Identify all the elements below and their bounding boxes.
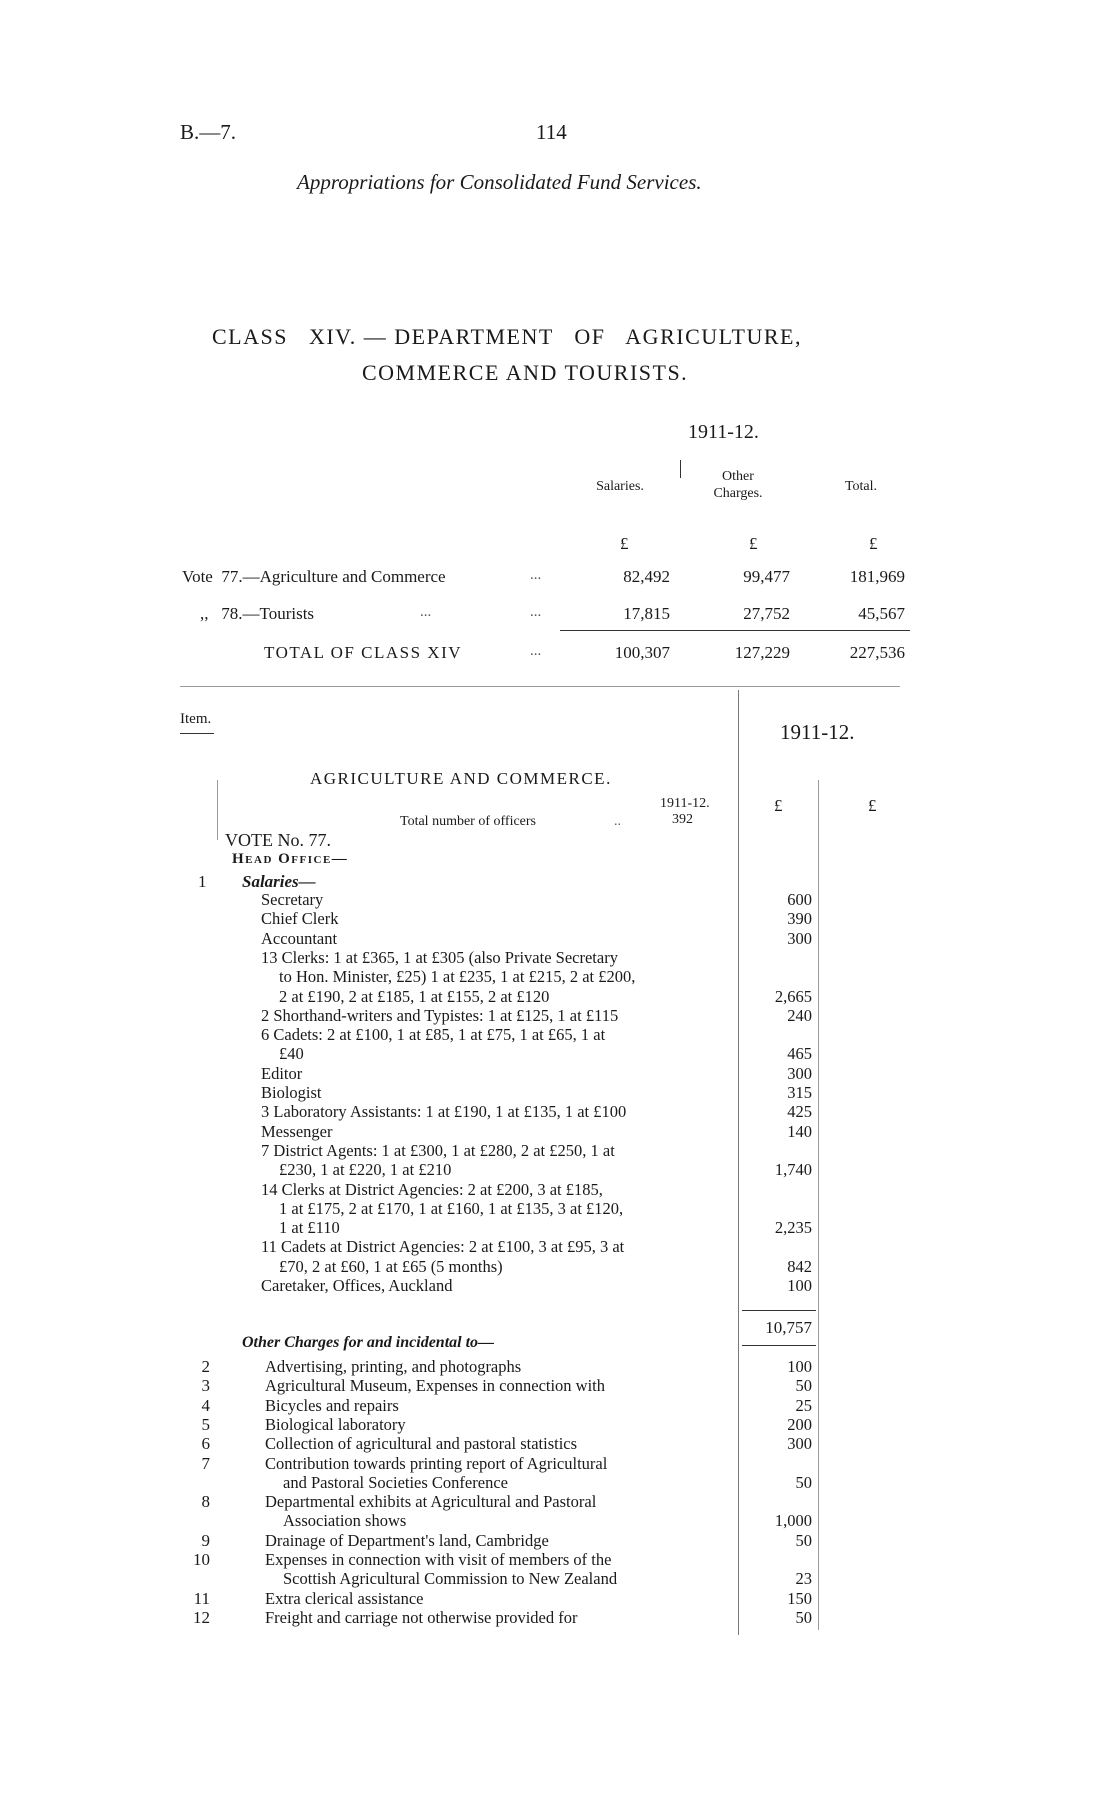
item-description: Messenger <box>261 1121 333 1141</box>
item-number: 3 <box>201 1376 210 1396</box>
summary-currency-total: £ <box>869 534 878 553</box>
item-description: 2 Shorthand-writers and Typistes: 1 at £125, 1 at £115 <box>261 1005 619 1025</box>
item-amount: 842 <box>787 1256 812 1276</box>
item-description: to Hon. Minister, £25) 1 at £235, 1 at £215, 2 at £200, <box>279 967 636 987</box>
officers-label: Total number of officers <box>400 814 536 829</box>
summary-col-total: Total. <box>844 479 878 494</box>
item-description: Drainage of Department's land, Cambridge <box>265 1530 549 1550</box>
item-description: Extra clerical assistance <box>265 1588 424 1608</box>
item-description: Bicycles and repairs <box>265 1395 399 1415</box>
summary-row-label: Vote 77.—Agriculture and Commerce <box>182 567 446 586</box>
item-amount: 50 <box>795 1530 812 1550</box>
item-amount: 425 <box>787 1102 812 1122</box>
item-amount: 240 <box>787 1005 812 1025</box>
item-amount: 600 <box>787 890 812 909</box>
summary-row-salaries: 17,815 <box>623 604 670 623</box>
item-amount: 1,000 <box>774 1511 812 1531</box>
item-number: 8 <box>201 1492 210 1512</box>
item-description: 11 Cadets at District Agencies: 2 at £100, 3 at £95, 3 at <box>261 1237 625 1257</box>
item-description: 1 at £110 <box>279 1218 340 1238</box>
item-description: Editor <box>261 1063 303 1083</box>
summary-currency-other: £ <box>749 534 758 553</box>
item-amount: 50 <box>795 1376 812 1396</box>
item-amount: 25 <box>795 1395 812 1415</box>
salaries-label: Salaries— <box>242 872 316 891</box>
item-amount: 200 <box>787 1414 812 1434</box>
summary-row-label: ,, 78.—Tourists <box>200 604 315 623</box>
item-amount: 50 <box>795 1607 812 1627</box>
item-number: 12 <box>193 1607 210 1627</box>
item-description: Freight and carriage not otherwise provided for <box>265 1607 578 1627</box>
item-description: Collection of agricultural and pastoral statistics <box>265 1434 578 1454</box>
summary-total-salaries: 100,307 <box>614 643 670 662</box>
item-description: Expenses in connection with visit of members of the <box>265 1550 612 1569</box>
detail-currency-col1: £ <box>774 796 783 815</box>
summary-col-other-charges: Other Charges. <box>713 469 763 501</box>
item-amount: 1,740 <box>774 1160 812 1180</box>
item-amount: 50 <box>795 1472 812 1492</box>
item-description: 7 District Agents: 1 at £300, 1 at £280, 2 at £250, 1 at <box>261 1140 615 1160</box>
item-number: 10 <box>193 1550 210 1569</box>
item-amount: 300 <box>787 1434 812 1454</box>
item-number: 4 <box>201 1395 210 1415</box>
item-amount: 100 <box>787 1357 812 1376</box>
page-subtitle: Appropriations for Consolidated Fund Services. <box>297 170 702 194</box>
section-title: AGRICULTURE AND COMMERCE. <box>310 769 612 788</box>
item-number: 9 <box>201 1530 210 1550</box>
item-description: Departmental exhibits at Agricultural and Pastoral <box>265 1492 597 1512</box>
summary-col-salaries: Salaries. <box>596 479 644 494</box>
summary-total-label: TOTAL OF CLASS XIV <box>264 643 463 662</box>
head-office-label: Head Office— <box>232 851 349 867</box>
summary-total-total: 227,536 <box>849 643 905 662</box>
item-description: 6 Cadets: 2 at £100, 1 at £85, 1 at £75, 1 at £65, 1 at <box>261 1025 606 1045</box>
item-description: Biologist <box>261 1083 322 1102</box>
item-number: 5 <box>201 1414 210 1434</box>
summary-row-other: 99,477 <box>743 567 790 586</box>
item-amount: 300 <box>787 1063 812 1083</box>
salaries-total: 10,757 <box>765 1318 812 1337</box>
item-amount: 150 <box>787 1588 812 1608</box>
item-description: Association shows <box>283 1511 407 1531</box>
item-number: 6 <box>201 1434 210 1454</box>
detail-year-header: 1911-12. <box>780 720 855 744</box>
summary-total-other: 127,229 <box>734 643 790 662</box>
other-charges-label: Other Charges for and incidental to— <box>242 1334 495 1351</box>
officers-year: 1911-12. <box>660 796 710 811</box>
summary-row-total: 181,969 <box>849 567 905 586</box>
summary-currency-salaries: £ <box>620 534 629 553</box>
item-amount: 315 <box>787 1083 812 1102</box>
item-description: Chief Clerk <box>261 909 339 929</box>
item-description: Contribution towards printing report of Agricultural <box>265 1453 608 1473</box>
item-description: 3 Laboratory Assistants: 1 at £190, 1 at £135, 1 at £100 <box>261 1102 627 1122</box>
item-amount: 465 <box>787 1044 812 1064</box>
item-column-header: Item. <box>180 711 212 727</box>
item-description: 1 at £175, 2 at £170, 1 at £160, 1 at £135, 3 at £120, <box>279 1198 624 1218</box>
item-description: Biological laboratory <box>265 1414 406 1434</box>
item-description: 14 Clerks at District Agencies: 2 at £200, 3 at £185, <box>261 1179 603 1199</box>
item-description: 2 at £190, 2 at £185, 1 at £155, 2 at £120 <box>279 986 550 1006</box>
item-amount: 300 <box>787 928 812 948</box>
item-description: Scottish Agricultural Commission to New Zealand <box>283 1569 618 1589</box>
item-amount: 100 <box>787 1276 812 1295</box>
item-description: 13 Clerks: 1 at £365, 1 at £305 (also Private Secretary <box>261 947 618 967</box>
item-description: and Pastoral Societies Conference <box>283 1472 508 1492</box>
item-description: Accountant <box>261 928 338 948</box>
class-title-line1: CLASS XIV. — DEPARTMENT OF AGRICULTURE, <box>212 324 802 349</box>
item-description: £40 <box>279 1044 304 1064</box>
item-description: £70, 2 at £60, 1 at £65 (5 months) <box>279 1256 503 1276</box>
item-amount: 390 <box>787 909 812 929</box>
item-number: 7 <box>201 1453 210 1473</box>
item-amount: 140 <box>787 1121 812 1141</box>
item-description: Advertising, printing, and photographs <box>265 1357 522 1376</box>
document-reference: B.—7. <box>180 120 237 144</box>
item-number: 2 <box>201 1357 210 1376</box>
detail-currency-col2: £ <box>868 796 877 815</box>
summary-row-other: 27,752 <box>743 604 790 623</box>
class-title-line2: COMMERCE AND TOURISTS. <box>362 360 689 385</box>
item-description: £230, 1 at £220, 1 at £210 <box>279 1160 452 1180</box>
item-description: Agricultural Museum, Expenses in connection with <box>265 1376 606 1396</box>
summary-row-salaries: 82,492 <box>623 567 670 586</box>
item-description: Caretaker, Offices, Auckland <box>261 1276 453 1295</box>
officers-count: 392 <box>672 812 693 827</box>
item-amount: 2,235 <box>774 1218 812 1238</box>
vote-label: VOTE No. 77. <box>225 830 331 850</box>
page-number: 114 <box>536 120 567 144</box>
item-number: 11 <box>193 1588 210 1608</box>
item-description: Secretary <box>261 890 324 909</box>
summary-year: 1911-12. <box>688 421 759 443</box>
summary-row-total: 45,567 <box>858 604 905 623</box>
item-amount: 23 <box>795 1569 812 1589</box>
salary-item-number: 1 <box>198 872 207 891</box>
item-amount: 2,665 <box>774 986 812 1006</box>
